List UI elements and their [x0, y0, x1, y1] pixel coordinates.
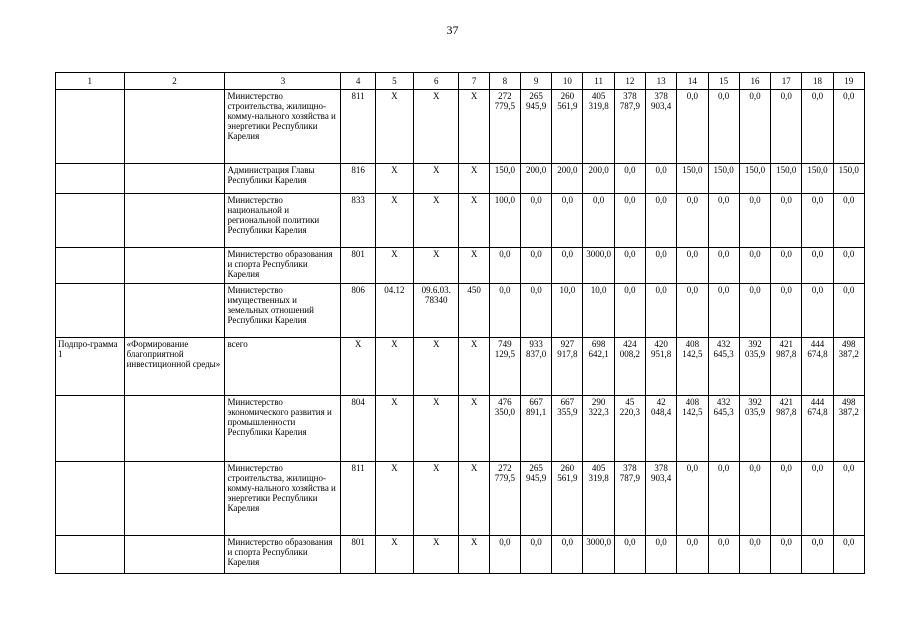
section-code-cell: Х: [375, 90, 413, 164]
amount-cell: 0,0: [771, 248, 802, 284]
column-number: 10: [552, 73, 583, 90]
target-code-cell: Х: [414, 462, 459, 536]
amount-cell: 0,0: [646, 536, 677, 574]
amount-cell: 444 674,8: [802, 338, 833, 396]
amount-cell: 45 220,3: [614, 396, 645, 462]
amount-cell: 10,0: [552, 284, 583, 338]
table-row: [56, 90, 865, 164]
amount-cell: 200,0: [583, 164, 614, 194]
target-code-cell: Х: [414, 164, 459, 194]
grbs-code-cell: 801: [341, 248, 375, 284]
column-number: 3: [225, 73, 341, 90]
amount-cell: 0,0: [739, 248, 770, 284]
amount-cell: 408 142,5: [677, 338, 708, 396]
amount-cell: 421 987,8: [771, 338, 802, 396]
amount-cell: 0,0: [520, 194, 551, 248]
amount-cell: 150,0: [708, 164, 739, 194]
column-number: 6: [414, 73, 459, 90]
amount-cell: 200,0: [520, 164, 551, 194]
amount-cell: 0,0: [802, 194, 833, 248]
target-code-cell: Х: [414, 338, 459, 396]
amount-cell: 0,0: [646, 164, 677, 194]
column-number: 9: [520, 73, 551, 90]
section-code-cell: Х: [375, 164, 413, 194]
amount-cell: 10,0: [583, 284, 614, 338]
section-code-cell: Х: [375, 194, 413, 248]
amount-cell: 150,0: [833, 164, 864, 194]
amount-cell: 0,0: [833, 462, 864, 536]
column-number: 17: [771, 73, 802, 90]
amount-cell: 0,0: [833, 248, 864, 284]
expense-type-cell: Х: [459, 248, 489, 284]
program-cell: [56, 396, 125, 462]
program-name-cell: [124, 164, 225, 194]
amount-cell: 0,0: [708, 536, 739, 574]
program-name-cell: [124, 462, 225, 536]
amount-cell: 0,0: [708, 90, 739, 164]
program-name-cell: [124, 90, 225, 164]
column-number: 8: [489, 73, 520, 90]
amount-cell: 0,0: [489, 248, 520, 284]
target-code-cell: Х: [414, 536, 459, 574]
amount-cell: 424 008,2: [614, 338, 645, 396]
program-cell: Подпро-грамма 1: [56, 338, 125, 396]
target-code-cell: Х: [414, 248, 459, 284]
amount-cell: 265 945,9: [520, 90, 551, 164]
amount-cell: 0,0: [708, 462, 739, 536]
target-code-cell: 09.6.03. 78340: [414, 284, 459, 338]
amount-cell: 378 787,9: [614, 462, 645, 536]
amount-cell: 0,0: [833, 536, 864, 574]
target-code-cell: Х: [414, 194, 459, 248]
executor-cell: Министерство образования и спорта Республики Карелия: [225, 248, 341, 284]
amount-cell: 0,0: [677, 536, 708, 574]
table-row: [56, 194, 865, 248]
column-number: 5: [375, 73, 413, 90]
amount-cell: 290 322,3: [583, 396, 614, 462]
amount-cell: 0,0: [552, 536, 583, 574]
amount-cell: 432 645,3: [708, 338, 739, 396]
amount-cell: 667 355,9: [552, 396, 583, 462]
amount-cell: 0,0: [583, 194, 614, 248]
program-cell: [56, 164, 125, 194]
amount-cell: 0,0: [802, 284, 833, 338]
amount-cell: 265 945,9: [520, 462, 551, 536]
amount-cell: 927 917,8: [552, 338, 583, 396]
amount-cell: 378 903,4: [646, 90, 677, 164]
table-row: [56, 284, 865, 338]
grbs-code-cell: 801: [341, 536, 375, 574]
amount-cell: 444 674,8: [802, 396, 833, 462]
amount-cell: 150,0: [677, 164, 708, 194]
amount-cell: 0,0: [520, 536, 551, 574]
amount-cell: 421 987,8: [771, 396, 802, 462]
amount-cell: 0,0: [802, 462, 833, 536]
amount-cell: 0,0: [677, 248, 708, 284]
table-row: [56, 338, 865, 396]
amount-cell: 0,0: [833, 194, 864, 248]
section-code-cell: Х: [375, 338, 413, 396]
amount-cell: 498 387,2: [833, 338, 864, 396]
amount-cell: 0,0: [833, 284, 864, 338]
expense-type-cell: Х: [459, 194, 489, 248]
program-cell: [56, 536, 125, 574]
executor-cell: Министерство имущественных и земельных отношений Республики Карелия: [225, 284, 341, 338]
amount-cell: 0,0: [771, 284, 802, 338]
amount-cell: 0,0: [708, 284, 739, 338]
amount-cell: 476 350,0: [489, 396, 520, 462]
amount-cell: 0,0: [802, 248, 833, 284]
amount-cell: 0,0: [802, 536, 833, 574]
column-number: 14: [677, 73, 708, 90]
amount-cell: 408 142,5: [677, 396, 708, 462]
amount-cell: 0,0: [739, 194, 770, 248]
amount-cell: 0,0: [552, 248, 583, 284]
amount-cell: 0,0: [677, 284, 708, 338]
program-name-cell: [124, 284, 225, 338]
amount-cell: 150,0: [771, 164, 802, 194]
amount-cell: 0,0: [520, 248, 551, 284]
amount-cell: 42 048,4: [646, 396, 677, 462]
executor-cell: Администрация Главы Республики Карелия: [225, 164, 341, 194]
program-cell: [56, 284, 125, 338]
executor-cell: всего: [225, 338, 341, 396]
amount-cell: 0,0: [708, 248, 739, 284]
amount-cell: 260 561,9: [552, 90, 583, 164]
amount-cell: 0,0: [614, 194, 645, 248]
column-number: 7: [459, 73, 489, 90]
amount-cell: 3000,0: [583, 248, 614, 284]
amount-cell: 498 387,2: [833, 396, 864, 462]
amount-cell: 378 787,9: [614, 90, 645, 164]
amount-cell: 0,0: [771, 536, 802, 574]
amount-cell: 3000,0: [583, 536, 614, 574]
program-name-cell: [124, 194, 225, 248]
amount-cell: 0,0: [708, 194, 739, 248]
grbs-code-cell: 811: [341, 462, 375, 536]
amount-cell: 272 779,5: [489, 462, 520, 536]
expense-type-cell: Х: [459, 164, 489, 194]
amount-cell: 0,0: [489, 284, 520, 338]
amount-cell: 0,0: [833, 90, 864, 164]
amount-cell: 0,0: [677, 462, 708, 536]
expense-type-cell: Х: [459, 396, 489, 462]
table-row: [56, 248, 865, 284]
amount-cell: 0,0: [614, 164, 645, 194]
column-number: 18: [802, 73, 833, 90]
amount-cell: 260 561,9: [552, 462, 583, 536]
page-number: 37: [446, 23, 459, 37]
amount-cell: 0,0: [677, 194, 708, 248]
section-code-cell: 04.12: [375, 284, 413, 338]
program-cell: [56, 90, 125, 164]
grbs-code-cell: Х: [341, 338, 375, 396]
amount-cell: 0,0: [771, 462, 802, 536]
program-cell: [56, 462, 125, 536]
amount-cell: 392 035,9: [739, 396, 770, 462]
program-name-cell: [124, 396, 225, 462]
column-number: 13: [646, 73, 677, 90]
table-row: [56, 462, 865, 536]
section-code-cell: Х: [375, 396, 413, 462]
amount-cell: 0,0: [677, 90, 708, 164]
amount-cell: 698 642,1: [583, 338, 614, 396]
amount-cell: 749 129,5: [489, 338, 520, 396]
amount-cell: 0,0: [739, 462, 770, 536]
amount-cell: 667 891,1: [520, 396, 551, 462]
program-cell: [56, 194, 125, 248]
program-cell: [56, 248, 125, 284]
amount-cell: 405 319,8: [583, 90, 614, 164]
amount-cell: 0,0: [771, 90, 802, 164]
column-number: 4: [341, 73, 375, 90]
section-code-cell: Х: [375, 248, 413, 284]
amount-cell: 0,0: [646, 248, 677, 284]
amount-cell: 420 951,8: [646, 338, 677, 396]
column-number: 11: [583, 73, 614, 90]
column-number: 19: [833, 73, 864, 90]
amount-cell: 150,0: [802, 164, 833, 194]
amount-cell: 0,0: [771, 194, 802, 248]
amount-cell: 0,0: [614, 536, 645, 574]
amount-cell: 378 903,4: [646, 462, 677, 536]
executor-cell: Министерство национальной и региональной политики Республики Карелия: [225, 194, 341, 248]
column-number: 15: [708, 73, 739, 90]
column-number: 12: [614, 73, 645, 90]
expense-type-cell: 450: [459, 284, 489, 338]
amount-cell: 0,0: [646, 194, 677, 248]
target-code-cell: Х: [414, 90, 459, 164]
amount-cell: 405 319,8: [583, 462, 614, 536]
program-name-cell: [124, 536, 225, 574]
amount-cell: 0,0: [614, 248, 645, 284]
amount-cell: 0,0: [646, 284, 677, 338]
executor-cell: Министерство экономического развития и промышленности Республики Карелия: [225, 396, 341, 462]
amount-cell: 0,0: [739, 536, 770, 574]
table-row: [56, 536, 865, 574]
amount-cell: 272 779,5: [489, 90, 520, 164]
target-code-cell: Х: [414, 396, 459, 462]
executor-cell: Министерство строительства, жилищно-комму-нального хозяйства и энергетики Республики Карелия: [225, 90, 341, 164]
column-number: 1: [56, 73, 125, 90]
amount-cell: 392 035,9: [739, 338, 770, 396]
amount-cell: 100,0: [489, 194, 520, 248]
grbs-code-cell: 811: [341, 90, 375, 164]
budget-table: [55, 72, 865, 574]
amount-cell: 0,0: [802, 90, 833, 164]
table-row: [56, 164, 865, 194]
column-number: 2: [124, 73, 225, 90]
column-number: 16: [739, 73, 770, 90]
executor-cell: Министерство образования и спорта Республики Карелия: [225, 536, 341, 574]
grbs-code-cell: 804: [341, 396, 375, 462]
amount-cell: 0,0: [739, 90, 770, 164]
grbs-code-cell: 833: [341, 194, 375, 248]
table-row: [56, 396, 865, 462]
expense-type-cell: Х: [459, 462, 489, 536]
amount-cell: 150,0: [739, 164, 770, 194]
amount-cell: 200,0: [552, 164, 583, 194]
amount-cell: 0,0: [520, 284, 551, 338]
grbs-code-cell: 806: [341, 284, 375, 338]
grbs-code-cell: 816: [341, 164, 375, 194]
section-code-cell: Х: [375, 462, 413, 536]
program-name-cell: «Формирование благоприятной инвестиционной среды»: [124, 338, 225, 396]
executor-cell: Министерство строительства, жилищно-комму-нального хозяйства и энергетики Республики Карелия: [225, 462, 341, 536]
amount-cell: 933 837,0: [520, 338, 551, 396]
amount-cell: 432 645,3: [708, 396, 739, 462]
expense-type-cell: Х: [459, 536, 489, 574]
expense-type-cell: Х: [459, 90, 489, 164]
amount-cell: 0,0: [489, 536, 520, 574]
program-name-cell: [124, 248, 225, 284]
section-code-cell: Х: [375, 536, 413, 574]
amount-cell: 150,0: [489, 164, 520, 194]
expense-type-cell: Х: [459, 338, 489, 396]
amount-cell: 0,0: [614, 284, 645, 338]
header-row: [56, 73, 865, 90]
amount-cell: 0,0: [552, 194, 583, 248]
amount-cell: 0,0: [739, 284, 770, 338]
